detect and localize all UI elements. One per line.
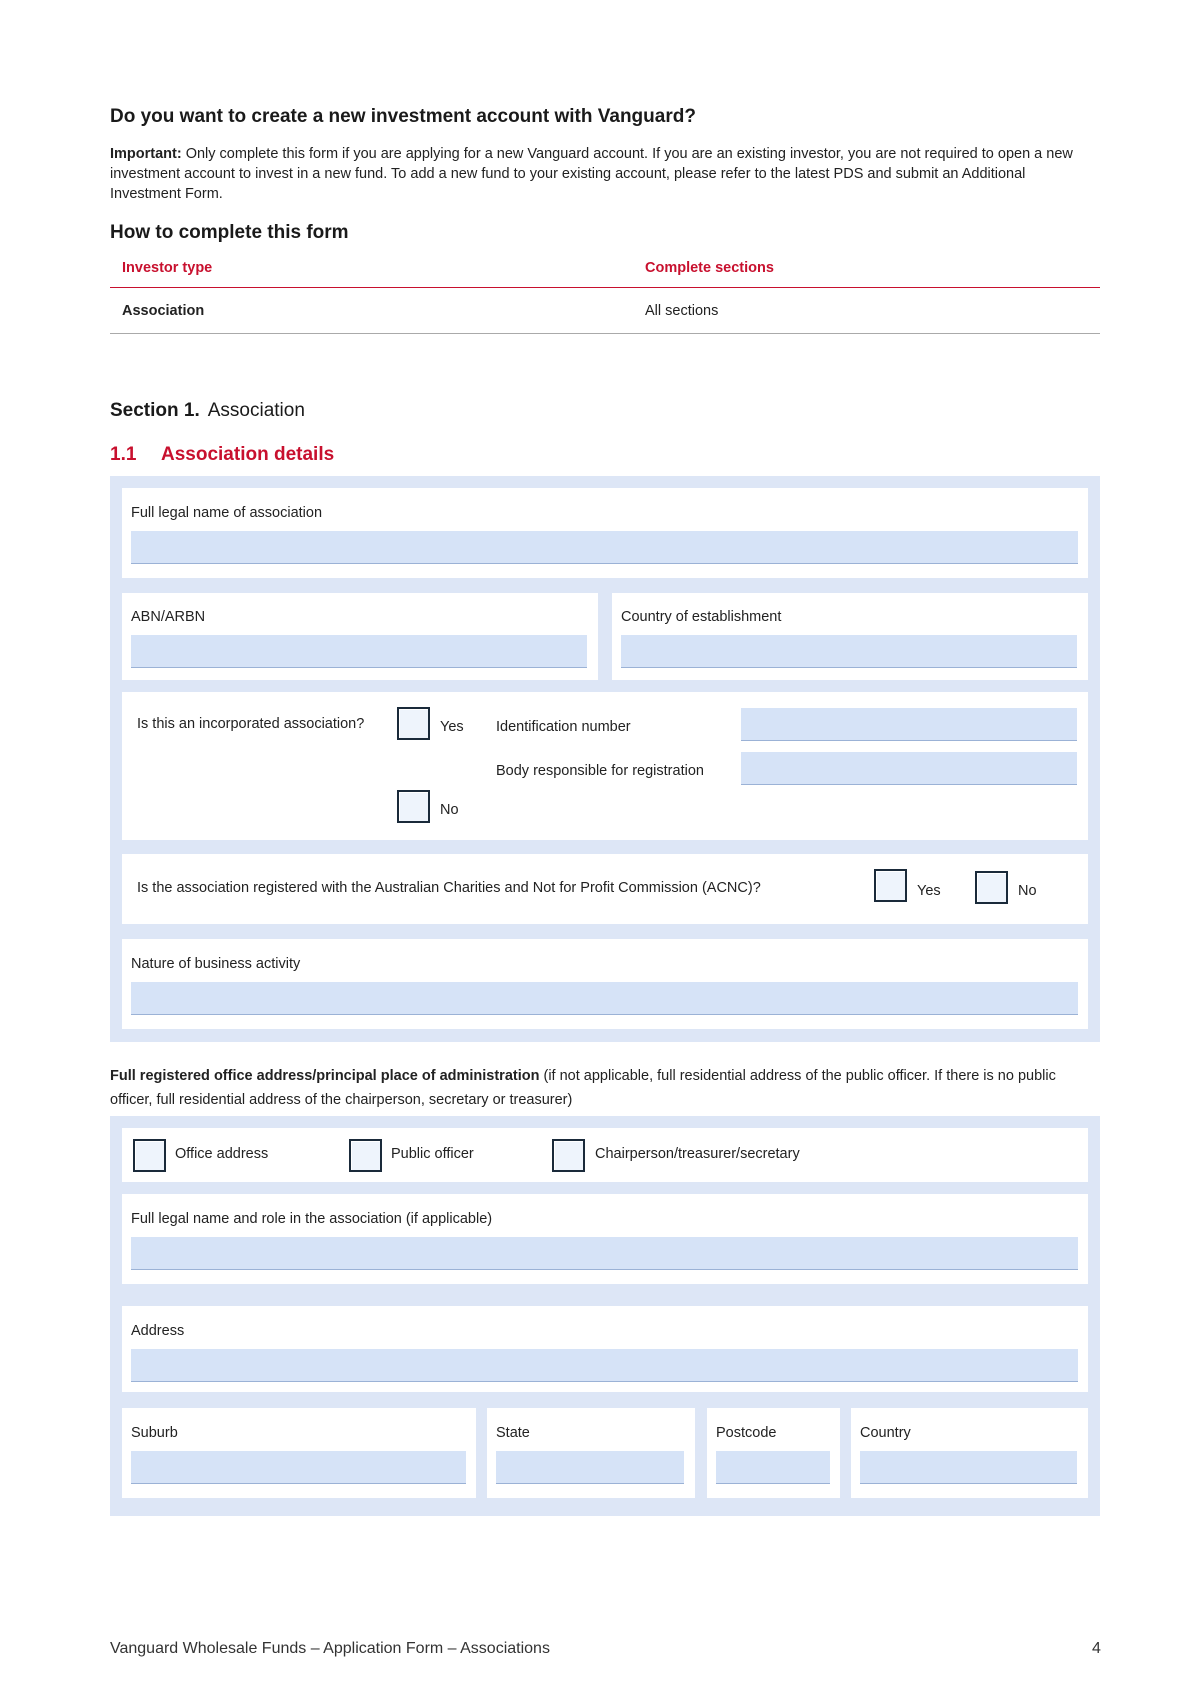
row-sections: All sections: [645, 303, 719, 319]
address-label: Address: [131, 1323, 185, 1339]
office-address-label: Office address: [175, 1146, 269, 1162]
country-establishment-label: Country of establishment: [621, 609, 782, 625]
header-investor-type: Investor type: [122, 260, 213, 276]
address-panel: [110, 1116, 1100, 1516]
identification-number-input[interactable]: [741, 708, 1077, 741]
table-header: [110, 256, 1100, 288]
table-row: [110, 288, 1100, 334]
public-officer-checkbox[interactable]: [349, 1139, 382, 1172]
country-establishment-box: [612, 593, 1088, 680]
country-establishment-input[interactable]: [621, 635, 1077, 668]
postcode-label: Postcode: [716, 1425, 777, 1441]
full-legal-name-input[interactable]: [131, 531, 1078, 564]
important-note: [110, 144, 1100, 204]
abn-input[interactable]: [131, 635, 587, 668]
acnc-no-checkbox[interactable]: [975, 871, 1008, 904]
nature-business-input[interactable]: [131, 982, 1078, 1015]
office-address-checkbox[interactable]: [133, 1139, 166, 1172]
how-to-table: [110, 256, 1100, 334]
incorporated-box: [122, 692, 1088, 840]
page-number: 4: [1092, 1640, 1101, 1657]
body-responsible-label: Body responsible for registration: [496, 763, 704, 779]
address-line-box: [122, 1306, 1088, 1392]
abn-box: [122, 593, 598, 680]
header-complete-sections: Complete sections: [645, 260, 774, 276]
suburb-box: [122, 1408, 476, 1498]
incorporated-yes-label: Yes: [440, 719, 464, 735]
state-input[interactable]: [496, 1451, 684, 1484]
address-options-box: [122, 1128, 1088, 1182]
nature-business-label: Nature of business activity: [131, 956, 301, 972]
how-to-title: How to complete this form: [110, 222, 349, 243]
name-role-box: [122, 1194, 1088, 1284]
subsection-number: 1.1: [110, 444, 137, 465]
identification-number-label: Identification number: [496, 719, 631, 735]
suburb-label: Suburb: [131, 1425, 178, 1441]
abn-label: ABN/ARBN: [131, 609, 206, 625]
association-details-panel: [110, 476, 1100, 1042]
subsection-title: [110, 444, 334, 466]
full-legal-name-label: Full legal name of association: [131, 505, 323, 521]
suburb-input[interactable]: [131, 1451, 466, 1484]
postcode-input[interactable]: [716, 1451, 830, 1484]
intro-question: Do you want to create a new investment account with Vanguard?: [110, 106, 696, 127]
important-text: Only complete this form if you are applying for a new Vanguard account. If you are an existing investor, you are not required to open a new investment account to invest in a new fund. To add a new fund to your existing account, please refer to the latest PDS and submit an Additional Investment Form.: [110, 146, 1073, 202]
chairperson-label: Chairperson/treasurer/secretary: [595, 1146, 800, 1162]
country-label: Country: [860, 1425, 911, 1441]
full-legal-name-box: [122, 488, 1088, 578]
footer-text: Vanguard Wholesale Funds – Application Form – Associations: [110, 1640, 550, 1657]
acnc-no-label: No: [1018, 883, 1037, 899]
state-box: [487, 1408, 695, 1498]
chairperson-checkbox[interactable]: [552, 1139, 585, 1172]
postcode-box: [707, 1408, 840, 1498]
acnc-box: [122, 854, 1088, 924]
address-input[interactable]: [131, 1349, 1078, 1382]
country-input[interactable]: [860, 1451, 1077, 1484]
address-note: [110, 1064, 1100, 1112]
incorporated-no-checkbox[interactable]: [397, 790, 430, 823]
incorporated-question: Is this an incorporated association?: [137, 716, 365, 732]
state-label: State: [496, 1425, 530, 1441]
country-box: [851, 1408, 1088, 1498]
name-role-label: Full legal name and role in the association (if applicable): [131, 1211, 493, 1227]
subsection-name: Association details: [161, 444, 335, 465]
address-note-rest: (if not applicable, full residential address of the public officer. If there is no public officer, full residential address of the chairperson, secretary or treasurer): [110, 1068, 1056, 1108]
acnc-yes-checkbox[interactable]: [874, 869, 907, 902]
section-title: [110, 400, 305, 422]
incorporated-no-label: No: [440, 802, 459, 818]
body-responsible-input[interactable]: [741, 752, 1077, 785]
acnc-question: Is the association registered with the Australian Charities and Not for Profit Commission (ACNC)?: [137, 880, 761, 896]
incorporated-yes-checkbox[interactable]: [397, 707, 430, 740]
acnc-yes-label: Yes: [917, 883, 941, 899]
important-label: Important:: [110, 146, 182, 162]
section-name: Association: [207, 400, 305, 421]
address-note-bold: Full registered office address/principal place of administration: [110, 1068, 540, 1084]
name-role-input[interactable]: [131, 1237, 1078, 1270]
nature-business-box: [122, 939, 1088, 1029]
public-officer-label: Public officer: [391, 1146, 474, 1162]
section-label: Section 1.: [110, 400, 200, 421]
row-investor-type: Association: [122, 303, 205, 319]
